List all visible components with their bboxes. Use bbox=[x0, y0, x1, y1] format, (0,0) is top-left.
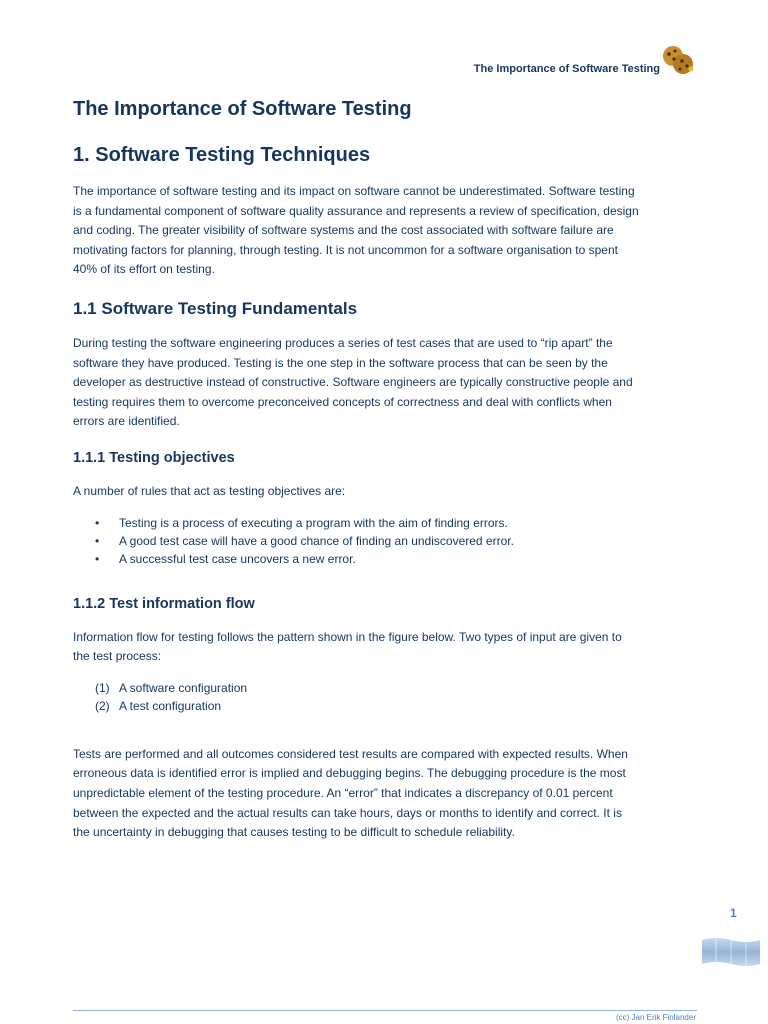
testing-objectives-intro: A number of rules that act as testing objectives are: bbox=[73, 483, 346, 498]
header-title: The Importance of Software Testing bbox=[473, 63, 660, 75]
list-item: • A successful test case uncovers a new error. bbox=[95, 551, 356, 566]
information-flow-intro: Information flow for testing follows the pattern shown in the figure below. Two types of input are given to the test process: bbox=[73, 629, 622, 664]
document-title: The Importance of Software Testing bbox=[73, 98, 412, 120]
section-1-paragraph: The importance of software testing and its impact on software cannot be underestimated. Software testing is a fundamental component of software quality assurance and represents a review of specification, design and coding. The greater visibility of software systems and the cost associated with software failure are motivating factors for planning, through testing. It is not uncommon for a software organisation to spent 40% of its effort on testing. bbox=[73, 184, 639, 277]
bullet-icon: • bbox=[95, 515, 100, 530]
document-body bbox=[73, 96, 697, 843]
list-item: • A good test case will have a good chance of finding an undiscovered error. bbox=[95, 533, 514, 548]
section-1-1-heading: 1.1 Software Testing Fundamentals bbox=[73, 298, 358, 318]
list-item: • Testing is a process of executing a program with the aim of finding errors. bbox=[95, 515, 508, 530]
test-inputs-list bbox=[73, 679, 697, 715]
section-1-1-2-heading: 1.1.2 Test information flow bbox=[73, 595, 255, 612]
section-1-heading: 1. Software Testing Techniques bbox=[73, 144, 371, 166]
footer-divider bbox=[73, 1010, 697, 1011]
cookie-logo-icon bbox=[660, 44, 696, 76]
footer-credit: (cc) Jan Erik Finlander bbox=[615, 1013, 696, 1022]
list-item: (1) A software configuration bbox=[95, 680, 248, 695]
page-number: 1 bbox=[730, 906, 737, 920]
section-1-1-paragraph: During testing the software engineering produces a series of test cases that are used to “rip apart” the software they have produced. Testing is the one step in the software process that can be seen by the developer as destructive instead of constructive. Software engineers are typically constructive people and testing requires them to overcome preconceived concepts of correctness and deal with conflicts when errors are identified. bbox=[73, 335, 633, 429]
bullet-icon: • bbox=[95, 533, 100, 548]
page-ribbon-icon bbox=[702, 936, 760, 968]
testing-objectives-list bbox=[73, 514, 697, 568]
list-item: (2) A test configuration bbox=[95, 698, 222, 713]
test-results-paragraph: Tests are performed and all outcomes considered test results are compared with expected results. When erroneous data is identified error is implied and debugging begins. The debugging procedure is the most unpredictable element of the testing procedure. An “error” that indicates a discrepancy of 0.01 percent between the expected and the actual results can take hours, days or months to identify and correct. It is the uncertainty in debugging that causes testing to be difficult to schedule reliability. bbox=[73, 746, 628, 840]
section-1-1-1-heading: 1.1.1 Testing objectives bbox=[73, 449, 235, 466]
bullet-icon: • bbox=[95, 551, 100, 566]
